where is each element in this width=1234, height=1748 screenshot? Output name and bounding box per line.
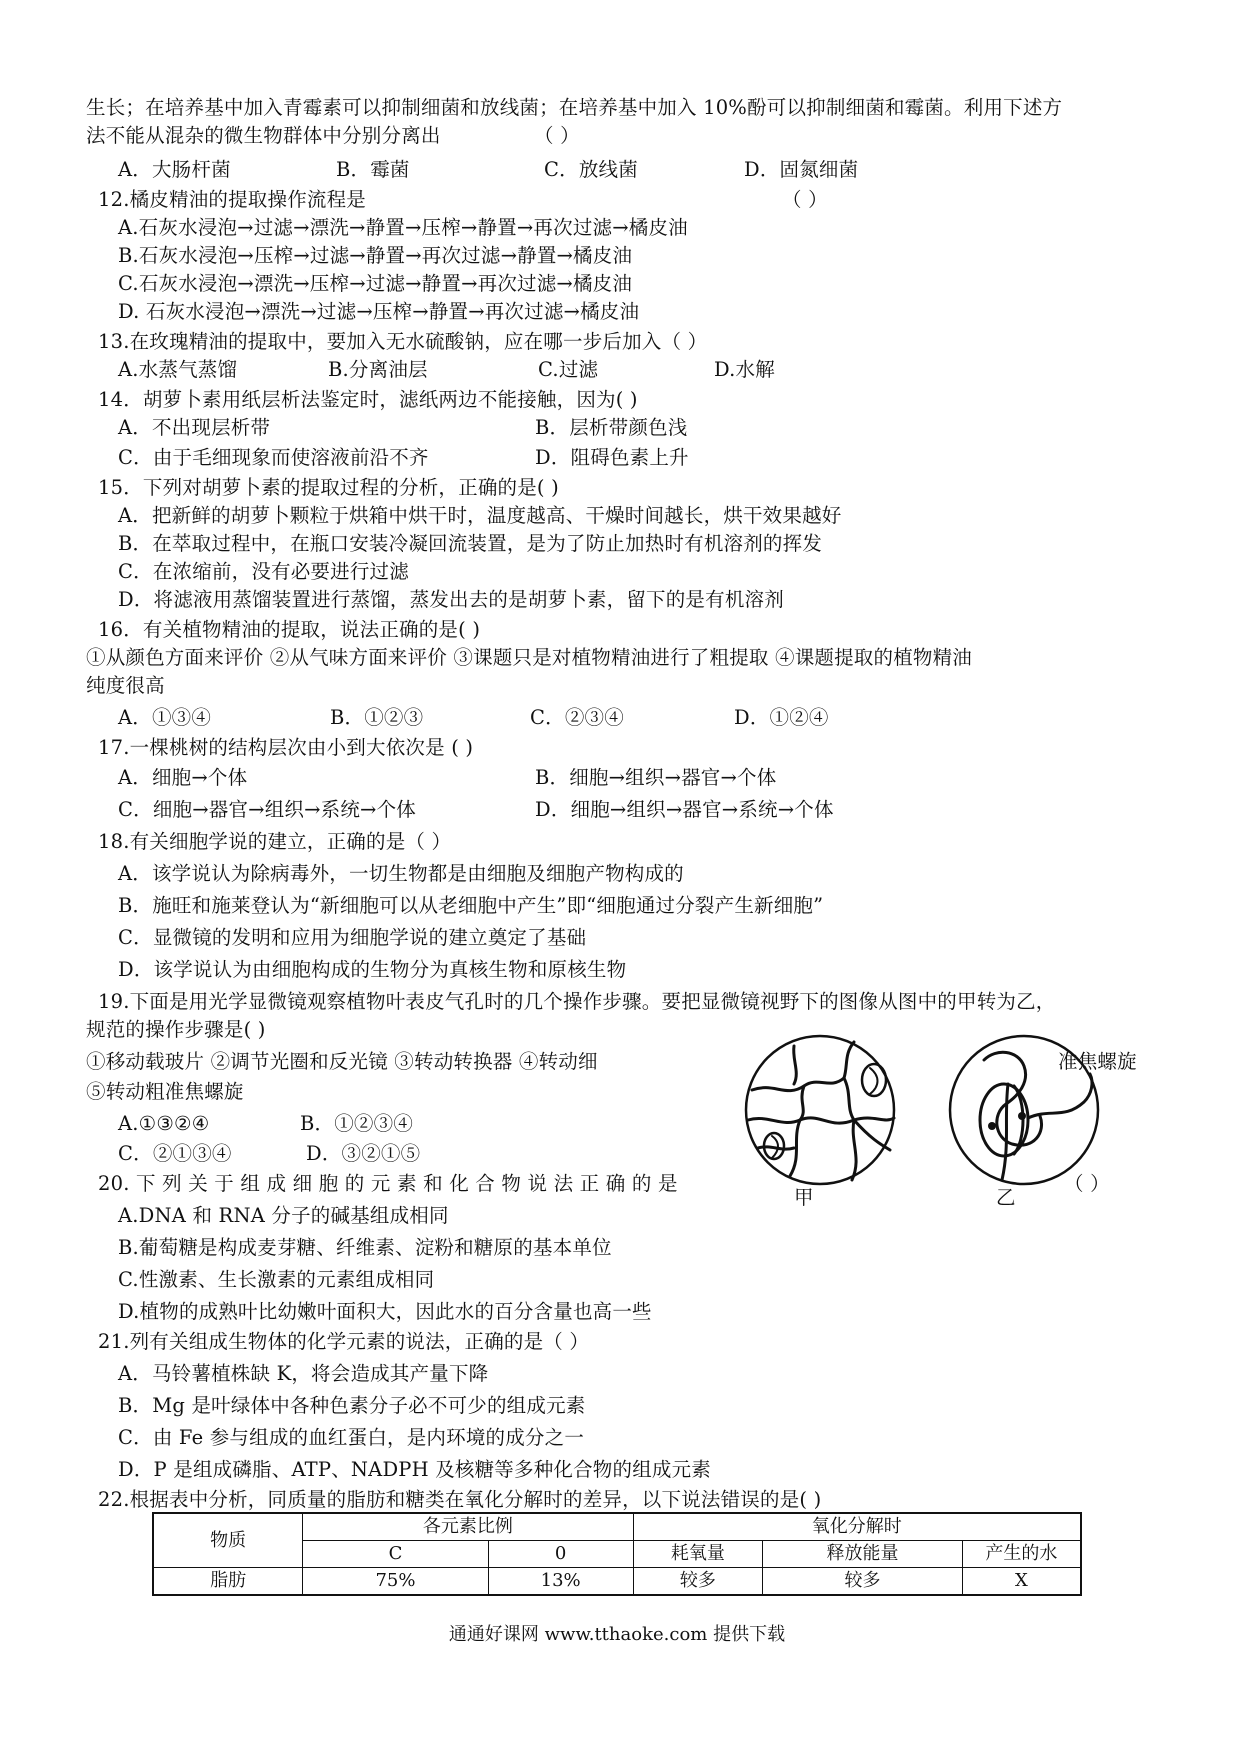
cell-substance: 脂肪 xyxy=(153,1568,303,1596)
q19-option-b: B．①②③④ xyxy=(300,1112,414,1135)
q13-option-b: B.分离油层 xyxy=(328,358,428,381)
q12-blank: （ ） xyxy=(782,188,828,211)
q19-steps-line1-tail: 准焦螺旋 xyxy=(1058,1050,1137,1073)
q19-stem-line1: 19.下面是用光学显微镜观察植物叶表皮气孔时的几个操作步骤。要把显微镜视野下的图像从图中的甲转为乙， xyxy=(98,990,1056,1013)
q19-option-c: C．②①③④ xyxy=(118,1142,232,1165)
q15-option-b: B．在萃取过程中，在瓶口安装冷凝回流装置，是为了防止加热时有机溶剂的挥发 xyxy=(118,532,823,555)
q22-table xyxy=(152,1512,1082,1596)
q20-option-a: A.DNA 和 RNA 分子的碱基组成相同 xyxy=(118,1204,449,1227)
q11-line2: 法不能从混杂的微生物群体中分别分离出 xyxy=(86,124,441,147)
q12-option-b: B.石灰水浸泡→压榨→过滤→静置→再次过滤→静置→橘皮油 xyxy=(118,244,633,267)
table-row xyxy=(153,1568,1081,1596)
table-header-row xyxy=(153,1513,1081,1541)
q11-option-b: B．霉菌 xyxy=(336,158,410,181)
figure-label-yi: 乙 xyxy=(996,1186,1016,1209)
q20-option-c: C.性激素、生长激素的元素组成相同 xyxy=(118,1268,435,1291)
q17-option-b: B．细胞→组织→器官→个体 xyxy=(535,766,777,789)
q20-option-d: D.植物的成熟叶比幼嫩叶面积大，因此水的百分含量也高一些 xyxy=(118,1300,652,1323)
cell-c: 75% xyxy=(303,1568,489,1596)
q17-option-a: A．细胞→个体 xyxy=(118,766,248,789)
q17-option-c: C．细胞→器官→组织→系统→个体 xyxy=(118,798,416,821)
q16-option-d: D．①②④ xyxy=(734,706,829,729)
q15-stem: 15．下列对胡萝卜素的提取过程的分析，正确的是( ) xyxy=(98,476,559,499)
header-oxygen-consumption: 耗氧量 xyxy=(633,1541,763,1568)
header-oxidation: 氧化分解时 xyxy=(633,1513,1081,1541)
q19-option-d: D．③②①⑤ xyxy=(306,1142,421,1165)
q16-line2: 纯度很高 xyxy=(86,674,165,697)
q11-option-c: C．放线菌 xyxy=(544,158,638,181)
q16-option-c: C．②③④ xyxy=(530,706,624,729)
q21-option-b: B．Mg 是叶绿体中各种色素分子必不可少的组成元素 xyxy=(118,1394,586,1417)
header-substance: 物质 xyxy=(153,1513,303,1568)
q18-option-a: A．该学说认为除病毒外，一切生物都是由细胞及细胞产物构成的 xyxy=(118,862,684,885)
q21-option-c: C．由 Fe 参与组成的血红蛋白，是内环境的成分之一 xyxy=(118,1426,585,1449)
q12-option-c: C.石灰水浸泡→漂洗→压榨→过滤→静置→再次过滤→橘皮油 xyxy=(118,272,633,295)
q11-line1: 生长；在培养基中加入青霉素可以抑制细菌和放线菌；在培养基中加入 10%酚可以抑制细菌和霉菌。利用下述方 xyxy=(86,96,1063,119)
q22-stem: 22.根据表中分析，同质量的脂肪和糖类在氧化分解时的差异，以下说法错误的是( ) xyxy=(98,1488,822,1511)
header-c: C xyxy=(303,1541,489,1568)
q19-stem-line2: 规范的操作步骤是( ) xyxy=(86,1018,266,1041)
q16-option-a: A．①③④ xyxy=(118,706,212,729)
q11-option-a: A．大肠杆菌 xyxy=(118,158,231,181)
q20-option-b: B.葡萄糖是构成麦芽糖、纤维素、淀粉和糖原的基本单位 xyxy=(118,1236,612,1259)
q21-stem: 21.列有关组成生物体的化学元素的说法，正确的是（ ） xyxy=(98,1330,590,1353)
q18-option-d: D．该学说认为由细胞构成的生物分为真核生物和原核生物 xyxy=(118,958,627,981)
q19-steps-line1: ①移动载玻片 ②调节光圈和反光镜 ③转动转换器 ④转动细 xyxy=(86,1050,598,1073)
q21-option-d: D．P 是组成磷脂、ATP、NADPH 及核糖等多种化合物的组成元素 xyxy=(118,1458,711,1481)
q13-option-d: D.水解 xyxy=(714,358,775,381)
cell-o: 13% xyxy=(488,1568,633,1596)
q11-option-d: D．固氮细菌 xyxy=(744,158,859,181)
q13-option-a: A.水蒸气蒸馏 xyxy=(118,358,238,381)
q13-option-c: C.过滤 xyxy=(538,358,599,381)
q16-line1: ①从颜色方面来评价 ②从气味方面来评价 ③课题只是对植物精油进行了粗提取 ④课题提取的植物精油 xyxy=(86,646,972,669)
q19-option-a: A.①③②④ xyxy=(118,1112,210,1135)
figure-label-jia: 甲 xyxy=(794,1186,814,1209)
footer-text: 通通好课网 www.tthaoke.com 提供下载 xyxy=(448,1624,786,1645)
q12-stem: 12.橘皮精油的提取操作流程是 xyxy=(98,188,367,211)
q13-stem: 13.在玫瑰精油的提取中，要加入无水硫酸钠，应在哪一步后加入（ ） xyxy=(98,330,708,353)
header-energy-released: 释放能量 xyxy=(763,1541,963,1568)
q14-option-d: D．阻碍色素上升 xyxy=(535,446,689,469)
q14-option-a: A．不出现层析带 xyxy=(118,416,271,439)
q15-option-a: A．把新鲜的胡萝卜颗粒于烘箱中烘干时，温度越高、干燥时间越长，烘干效果越好 xyxy=(118,504,842,527)
q17-stem: 17.一棵桃树的结构层次由小到大依次是 ( ) xyxy=(98,736,474,759)
q14-option-b: B．层析带颜色浅 xyxy=(535,416,688,439)
q17-option-d: D．细胞→组织→器官→系统→个体 xyxy=(535,798,834,821)
q15-option-d: D．将滤液用蒸馏装置进行蒸馏，蒸发出去的是胡萝卜素，留下的是有机溶剂 xyxy=(118,588,784,611)
q19-steps-line2: ⑤转动粗准焦螺旋 xyxy=(86,1080,244,1103)
q16-option-b: B．①②③ xyxy=(330,706,424,729)
q12-option-a: A.石灰水浸泡→过滤→漂洗→静置→压榨→静置→再次过滤→橘皮油 xyxy=(118,216,688,239)
q12-option-d: D. 石灰水浸泡→漂洗→过滤→压榨→静置→再次过滤→橘皮油 xyxy=(118,300,640,323)
header-element-ratio: 各元素比例 xyxy=(303,1513,633,1541)
q18-option-c: C．显微镜的发明和应用为细胞学说的建立奠定了基础 xyxy=(118,926,587,949)
q18-option-b: B．施旺和施莱登认为“新细胞可以从老细胞中产生”即“细胞通过分裂产生新细胞” xyxy=(118,894,824,917)
q14-stem: 14．胡萝卜素用纸层析法鉴定时，滤纸两边不能接触，因为( ) xyxy=(98,388,638,411)
cell-oxygen: 较多 xyxy=(633,1568,763,1596)
q20-stem: 20. 下 列 关 于 组 成 细 胞 的 元 素 和 化 合 物 说 法 正 确 的 是 xyxy=(98,1172,678,1195)
q14-option-c: C．由于毛细现象而使溶液前沿不齐 xyxy=(118,446,429,469)
q18-stem: 18.有关细胞学说的建立，正确的是（ ） xyxy=(98,830,452,853)
q11-blank: （ ） xyxy=(534,124,580,147)
q20-blank: （ ） xyxy=(1064,1172,1110,1195)
header-o: 0 xyxy=(488,1541,633,1568)
q21-option-a: A．马铃薯植株缺 K，将会造成其产量下降 xyxy=(118,1362,489,1385)
cell-energy: 较多 xyxy=(763,1568,963,1596)
cell-water: X xyxy=(962,1568,1081,1596)
q16-stem: 16．有关植物精油的提取，说法正确的是( ) xyxy=(98,618,481,641)
header-water-produced: 产生的水 xyxy=(962,1541,1081,1568)
q15-option-c: C．在浓缩前，没有必要进行过滤 xyxy=(118,560,409,583)
